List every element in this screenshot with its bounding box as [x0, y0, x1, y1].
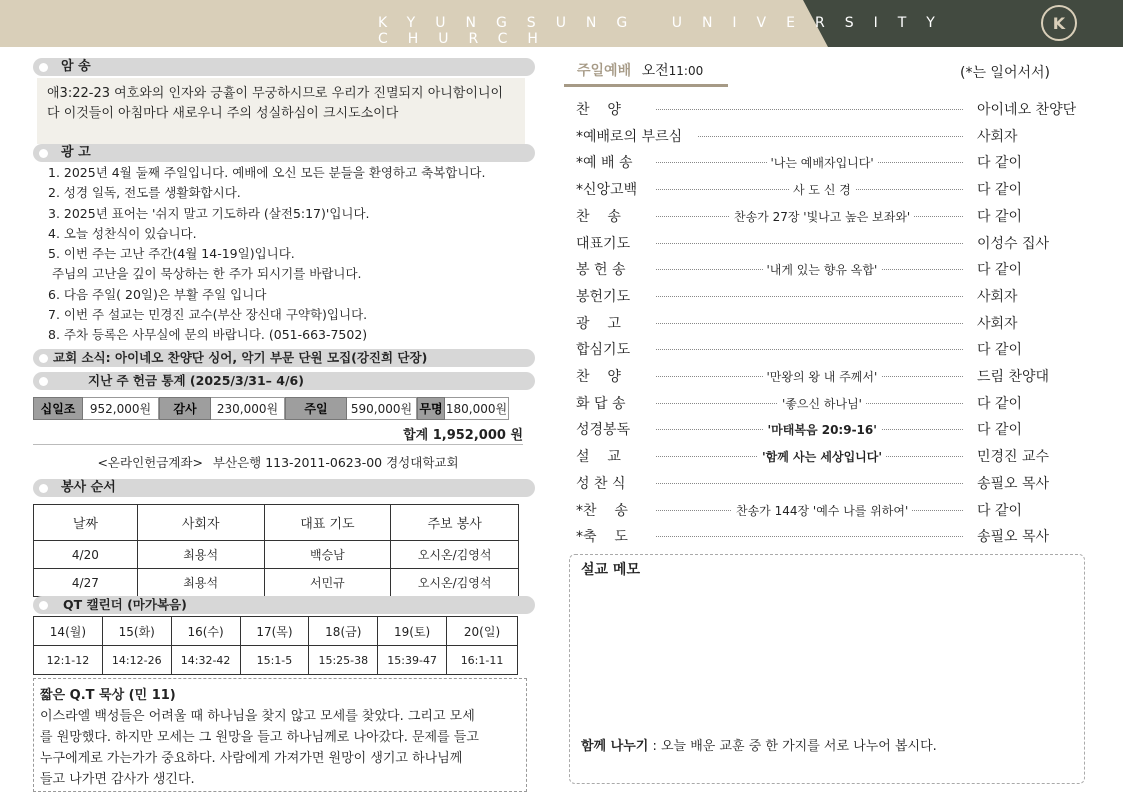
announcement-item: 5. 이번 주는 고난 주간(4월 14-19일)입니다.: [48, 246, 295, 262]
worship-order-row: [576, 446, 1086, 466]
worship-order-leader: 다 같이: [977, 342, 1023, 359]
worship-order-row: [576, 526, 1086, 546]
worship-order-detail: '좋으신 하나님': [778, 395, 866, 412]
worship-order-name: *축 도: [576, 529, 628, 546]
qt-meditation-title: 짧은 Q.T 묵상 (민 11): [40, 688, 176, 703]
dotted-leader: [656, 536, 963, 537]
worship-order-leader: 다 같이: [977, 422, 1023, 439]
announcement-item: 8. 주차 등록은 사무실에 문의 바랍니다. (051-663-7502): [48, 327, 368, 343]
bullet-dot-icon: [39, 377, 48, 386]
bullet-dot-icon: [39, 601, 48, 610]
day-cell: 18(금): [309, 617, 378, 646]
worship-order-leader: 다 같이: [977, 502, 1023, 519]
worship-order-detail: '내게 있는 향유 옥합': [763, 261, 882, 278]
church-news-header: [33, 349, 535, 367]
qt-meditation-line: 이스라엘 백성들은 어려울 때 하나님을 찾지 않고 모세를 찾았다. 그리고 모세: [40, 709, 475, 724]
table-cell: 서민규: [264, 569, 391, 597]
table-row: [34, 617, 518, 646]
passage-cell: 14:12-26: [102, 646, 171, 675]
share-label: 함께 나누기: [581, 739, 649, 754]
worship-order-row: [576, 419, 1086, 439]
announcement-item: 4. 오늘 성찬식이 있습니다.: [48, 225, 197, 241]
church-title: KYUNGSUNG UNIVERSITY CHURCH: [378, 15, 955, 47]
worship-order-leader: 다 같이: [977, 208, 1023, 225]
worship-order-name: 봉 헌 송: [576, 262, 626, 279]
worship-order-row: [576, 286, 1086, 306]
worship-order-leader: 드림 찬양대: [977, 369, 1050, 385]
table-row: [34, 646, 518, 675]
column-header: 대표 기도: [264, 505, 391, 541]
church-news-heading: 교회 소식: 아이네오 찬양단 싱어, 악기 부문 단원 모집(강진희 단장): [53, 350, 428, 365]
dotted-leader: [656, 323, 963, 324]
qt-meditation-line: 를 원망했다. 하지만 모세는 그 원망을 들고 하나님께로 나아갔다. 문제를 들고: [40, 730, 479, 745]
passage-cell: 16:1-11: [447, 646, 518, 675]
worship-order-leader: 사회자: [977, 288, 1018, 305]
worship-order-row: [576, 393, 1086, 413]
table-cell: 오시온/김영석: [391, 541, 519, 569]
worship-title: 주일예배: [577, 63, 632, 79]
day-cell: 16(수): [171, 617, 240, 646]
offering-value: 952,000원: [83, 397, 159, 420]
worship-order-leader: 다 같이: [977, 262, 1023, 279]
sermon-memo-title: 설교 메모: [581, 562, 640, 578]
table-row: [34, 541, 519, 569]
qt-calendar-header: [33, 596, 535, 614]
offering-total: 합계 1,952,000 원: [403, 428, 523, 443]
qt-calendar-heading: QT 캘린더 (마가복음): [63, 597, 187, 612]
table-cell: 최용석: [137, 569, 264, 597]
church-logo-icon: K: [1041, 5, 1077, 41]
worship-order-name: 광 고: [576, 315, 621, 332]
worship-order-leader: 다 같이: [977, 182, 1023, 199]
worship-order-row: [576, 152, 1086, 172]
service-order-header: [33, 479, 535, 497]
worship-header: [577, 60, 727, 80]
column-header: 날짜: [34, 505, 138, 541]
offering-label: 주일: [285, 397, 347, 420]
dotted-leader: [656, 296, 963, 297]
worship-order-leader: 송필오 목사: [977, 529, 1050, 546]
online-account-line: [33, 444, 523, 471]
worship-order-name: 성 찬 식: [576, 475, 626, 492]
offering-label: 감사: [159, 397, 211, 420]
day-cell: 20(일): [447, 617, 518, 646]
worship-time-prefix: 오전: [641, 63, 669, 79]
qt-meditation-line: 누구에게로 가는가가 중요하다. 사람에게 가져가면 원망이 생기고 하나님께: [40, 751, 463, 766]
worship-order-leader: 이성수 집사: [977, 235, 1050, 252]
worship-order-row: [576, 259, 1086, 279]
worship-order-detail: '나는 예배자입니다': [767, 154, 878, 171]
worship-order-name: 찬 양: [576, 369, 621, 385]
dotted-leader: [656, 483, 963, 484]
worship-order-row: [576, 500, 1086, 520]
worship-order-name: 성경봉독: [576, 422, 631, 439]
bullet-dot-icon: [39, 354, 48, 363]
memory-verse-header: [33, 58, 535, 76]
worship-order-detail: 찬송가 144장 '예수 나를 위하여': [732, 502, 912, 519]
table-cell: 최용석: [137, 541, 264, 569]
worship-order-name: 봉헌기도: [576, 288, 631, 305]
announcement-item: 주님의 고난을 깊이 묵상하는 한 주가 되시기를 바랍니다.: [52, 266, 362, 282]
memory-verse-heading: 암 송: [61, 59, 91, 74]
worship-order-row: [576, 99, 1086, 119]
passage-cell: 15:25-38: [309, 646, 378, 675]
worship-order-row: [576, 313, 1086, 333]
offering-value: 590,000원: [347, 397, 417, 420]
day-cell: 15(화): [102, 617, 171, 646]
qt-calendar-table: [33, 616, 518, 675]
worship-order-leader: 민경진 교수: [977, 449, 1050, 466]
worship-time: 11:00: [668, 64, 704, 78]
dotted-leader: [656, 109, 963, 110]
announcement-item: 1. 2025년 4월 둘째 주일입니다. 예배에 오신 모든 분들을 환영하고 축복합니다.: [48, 165, 486, 180]
online-account-number: 부산은행 113-2011-0623-00 경성대학교회: [212, 455, 459, 470]
worship-order-detail: '만왕의 왕 내 주께서': [763, 368, 882, 385]
memory-verse-text: 애3:22-23 여호와의 인자와 긍휼이 무궁하시므로 우리가 진멸되지 아니함이니이다 이것들이 아침마다 새로우니 주의 성실하심이 크시도소이다: [37, 78, 525, 144]
worship-order-detail: 사 도 신 경: [789, 181, 855, 198]
worship-header-underline: [564, 84, 728, 87]
worship-order-detail: '마태복음 20:9-16': [764, 421, 881, 438]
qt-meditation-box: [33, 678, 527, 792]
announcements-header: [33, 144, 535, 162]
share-line: [581, 735, 937, 754]
worship-order-name: *예배로의 부르심: [576, 128, 683, 145]
column-header: 주보 봉사: [391, 505, 519, 541]
passage-cell: 15:39-47: [378, 646, 447, 675]
worship-order-name: *신앙고백: [576, 182, 638, 199]
day-cell: 19(토): [378, 617, 447, 646]
worship-order-name: 설 교: [576, 449, 621, 466]
worship-order-row: [576, 233, 1086, 253]
passage-cell: 14:32-42: [171, 646, 240, 675]
announcement-item: 7. 이번 주 설교는 민경진 교수(부산 장신대 구약학)입니다.: [48, 307, 368, 323]
offering-value: 180,000원: [445, 397, 509, 420]
worship-order-detail: '함께 사는 세상입니다': [758, 448, 886, 465]
passage-cell: 15:1-5: [240, 646, 309, 675]
worship-order-leader: 다 같이: [977, 155, 1023, 172]
column-header: 사회자: [137, 505, 264, 541]
offering-table: [33, 397, 509, 420]
stand-note: (*는 일어서서): [960, 65, 1050, 81]
table-cell: 백승남: [264, 541, 391, 569]
day-cell: 17(목): [240, 617, 309, 646]
worship-order-leader: 다 같이: [977, 395, 1023, 412]
passage-cell: 12:1-12: [34, 646, 103, 675]
worship-order-leader: 아이네오 찬양단: [977, 102, 1077, 118]
worship-order-row: [576, 206, 1086, 226]
online-account-label: <온라인헌금계좌>: [97, 455, 203, 470]
qt-meditation-line: 들고 나가면 감사가 생긴다.: [40, 772, 195, 787]
table-cell: 오시온/김영석: [391, 569, 519, 597]
worship-order-row: [576, 179, 1086, 199]
worship-order-row: [576, 473, 1086, 493]
announcement-item: 2. 성경 일독, 전도를 생활화합시다.: [48, 185, 241, 201]
table-cell: 4/27: [34, 569, 138, 597]
announcements-heading: 광 고: [61, 145, 91, 160]
offering-value: 230,000원: [211, 397, 285, 420]
service-order-heading: 봉사 순서: [61, 480, 116, 495]
worship-order-name: 찬 양: [576, 102, 621, 118]
worship-order-name: 대표기도: [576, 235, 631, 252]
offering-label: 십일조: [33, 397, 83, 420]
worship-order-name: *찬 송: [576, 502, 628, 519]
worship-order-leader: 사회자: [977, 315, 1018, 332]
bullet-dot-icon: [39, 484, 48, 493]
dotted-leader: [656, 349, 963, 350]
announcement-item: 6. 다음 주일( 20일)은 부활 주일 입니다: [48, 286, 267, 302]
day-cell: 14(월): [34, 617, 103, 646]
worship-order-leader: 사회자: [977, 128, 1018, 145]
worship-order-name: *예 배 송: [576, 155, 633, 172]
worship-order-name: 찬 송: [576, 208, 621, 225]
worship-order-detail: 찬송가 27장 '빛나고 높은 보좌와': [730, 208, 914, 225]
table-cell: 4/20: [34, 541, 138, 569]
bullet-dot-icon: [39, 63, 48, 72]
table-row: [34, 569, 519, 597]
share-text: : 오늘 배운 교훈 중 한 가지를 서로 나누어 봅시다.: [648, 739, 937, 754]
offering-heading: 지난 주 헌금 통계 (2025/3/31– 4/6): [88, 373, 304, 388]
header-banner: [0, 0, 1123, 47]
sermon-memo-box: [569, 554, 1085, 784]
worship-order-row: [576, 339, 1086, 359]
worship-order-row: [576, 126, 1086, 146]
table-header-row: [34, 505, 519, 541]
announcement-item: 3. 2025년 표어는 '쉬지 말고 기도하라 (살전5:17)'입니다.: [48, 205, 370, 221]
worship-order-name: 합심기도: [576, 342, 631, 359]
service-order-table: [33, 504, 519, 597]
worship-order-leader: 송필오 목사: [977, 475, 1050, 492]
dotted-leader: [698, 136, 963, 137]
worship-order-name: 화 답 송: [576, 395, 626, 412]
offering-label: 무명: [417, 397, 445, 420]
offering-header: [33, 372, 535, 390]
dotted-leader: [656, 243, 963, 244]
announcement-list: [48, 163, 538, 346]
worship-order-row: [576, 366, 1086, 386]
bullet-dot-icon: [39, 149, 48, 158]
